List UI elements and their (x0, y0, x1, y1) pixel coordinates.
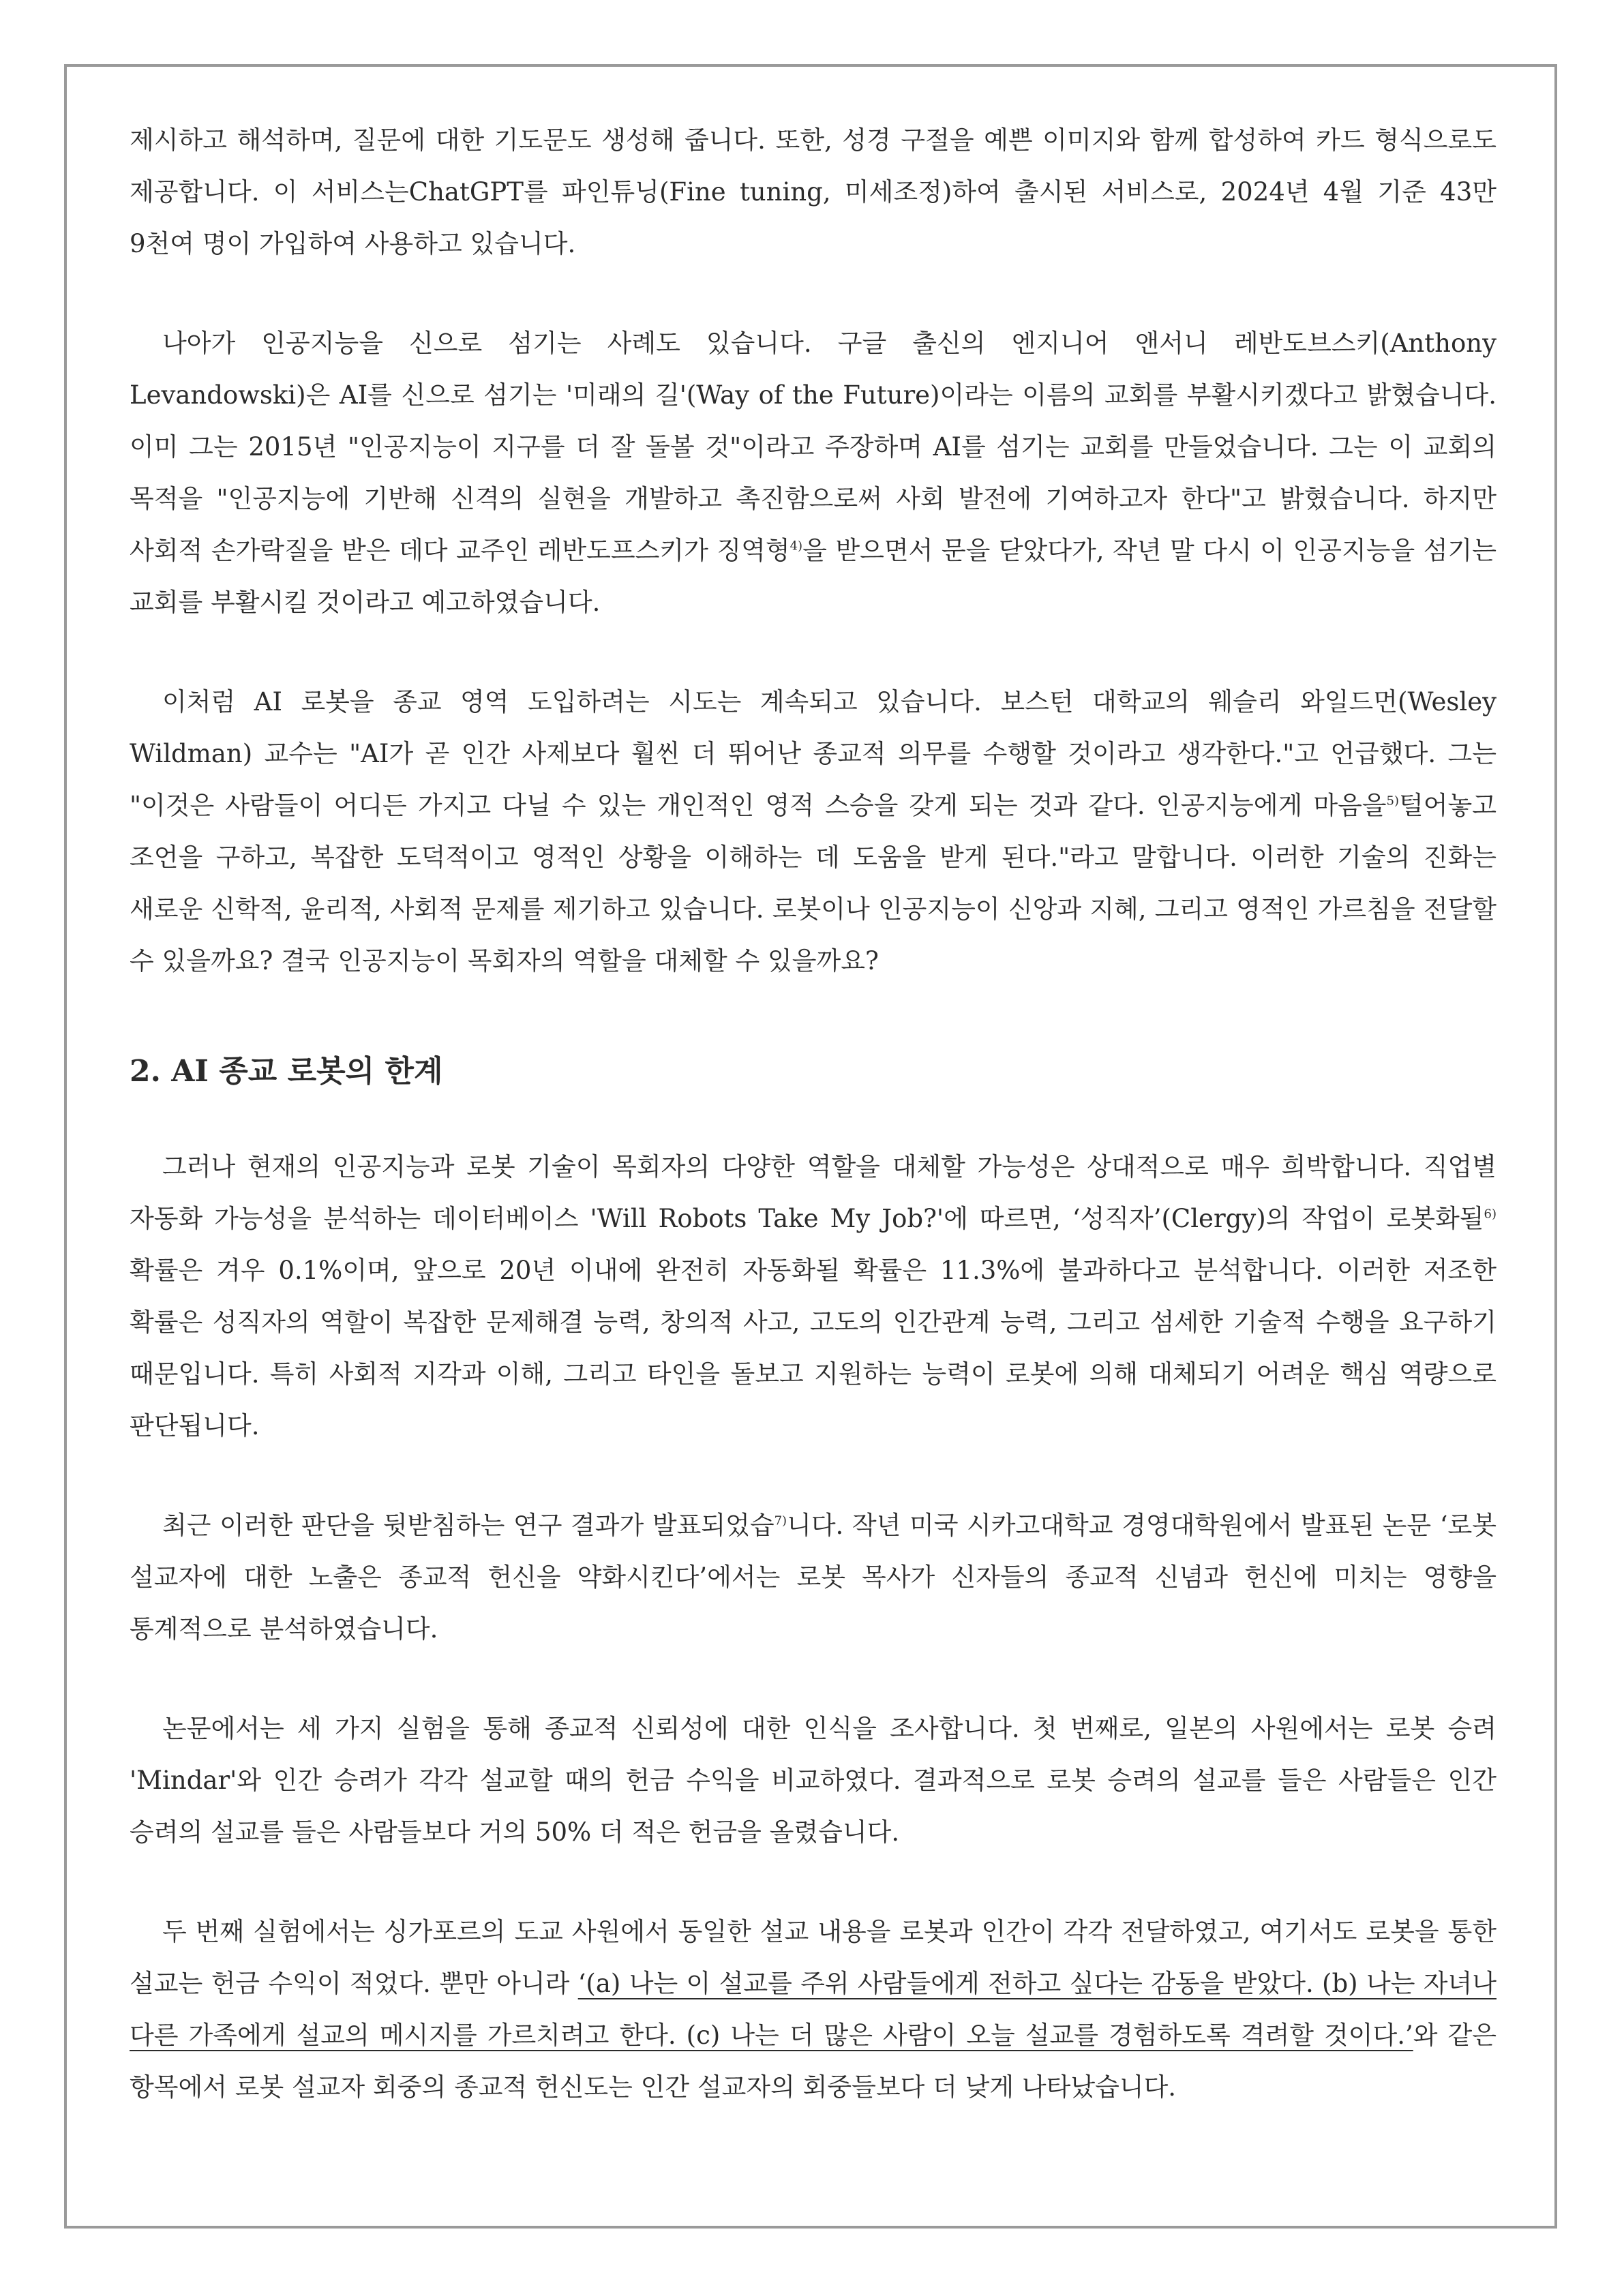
footnote-marker[interactable]: 7) (774, 1513, 787, 1528)
section-heading: 2. AI 종교 로봇의 한계 (130, 1054, 443, 1089)
footnote-marker[interactable]: 5) (1386, 794, 1400, 809)
paragraph-text: 두 번째 실험에서는 싱가포르의 도교 사원에서 동일한 설교 내용을 로봇과 인간이 각각 전달하였고, 여기서도 로봇을 통한 설교는 헌금 수익이 적었다. 뿐만 아니라 (130, 1917, 1497, 1998)
paragraph-ai-religion-attempts (130, 676, 1497, 987)
paragraph-chicago-study (130, 1500, 1497, 1655)
paragraph-experiment-two (130, 1906, 1497, 2113)
paragraph-text: 와 같은 항목에서 로봇 설교자 회중의 종교적 헌신도는 인간 설교자의 회중들보다 더 낮게 나타났습니다. (130, 2021, 1497, 2102)
paragraph-text: 을 받으면서 문을 닫았다가, 작년 말 다시 이 인공지능을 섬기는 교회를 부활시킬 것이라고 예고하였습니다. (130, 536, 1497, 617)
paragraph-bible-app-service (130, 115, 1497, 270)
paragraph-text: 논문에서는 세 가지 실험을 통해 종교적 신뢰성에 대한 인식을 조사합니다. 첫 번째로, 일본의 사원에서는 로봇 승려 'Mindar'와 인간 승려가 각각 설교할 때의 헌금 수익을 비교하였다. 결과적으로 로봇 승려의 설교를 들은 사람들은 인간 승려의 설교를 들은 사람들보다 거의 50% 더 적은 헌금을 올렸습니다. (130, 1714, 1497, 1847)
paragraph-ai-worship (130, 318, 1497, 629)
underlined-quote: ‘(a) 나는 이 설교를 주위 사람들에게 전하고 싶다는 감동을 받았다. (b) 나는 자녀나 다른 가족에게 설교의 메시지를 가르치려고 한다. (c) 나는 더 많은 사람이 오늘 설교를 경험하도록 격려할 것이다.’ (130, 1969, 1497, 2050)
paragraph-experiment-one (130, 1703, 1497, 1858)
document-body (130, 115, 1497, 2161)
footnote-marker[interactable]: 4) (790, 539, 803, 554)
paragraph-text: 이처럼 AI 로봇을 종교 영역 도입하려는 시도는 계속되고 있습니다. 보스턴 대학교의 웨슬리 와일드먼(Wesley Wildman) 교수는 "AI가 곧 인간 사제보다 훨씬 더 뛰어난 종교적 의무를 수행할 것이라고 생각한다."고 언급했다. 그는 "이것은 사람들이 어디든 가지고 다닐 수 있는 개인적인 영적 스승을 갖게 되는 것과 같다. 인공지능에게 마음을 (130, 687, 1497, 820)
paragraph-automation-probability (130, 1141, 1497, 1452)
paragraph-text: 최근 이러한 판단을 뒷받침하는 연구 결과가 발표되었습 (162, 1511, 775, 1540)
paragraph-text: 털어놓고 조언을 구하고, 복잡한 도덕적이고 영적인 상황을 이해하는 데 도움을 받게 된다."라고 말합니다. 이러한 기술의 진화는 새로운 신학적, 윤리적, 사회적 문제를 제기하고 있습니다. 로봇이나 인공지능이 신앙과 지혜, 그리고 영적인 가르침을 전달할 수 있을까요? 결국 인공지능이 목회자의 역할을 대체할 수 있을까요? (130, 791, 1497, 976)
paragraph-text: 나아가 인공지능을 신으로 섬기는 사례도 있습니다. 구글 출신의 엔지니어 앤서니 레반도브스키(Anthony Levandowski)은 AI를 신으로 섬기는 '미래의 길'(Way of the Future)이라는 이름의 교회를 부활시키겠다고 밝혔습니다. 이미 그는 2015년 "인공지능이 지구를 더 잘 돌볼 것"이라고 주장하며 AI를 섬기는 교회를 만들었습니다. 그는 이 교회의 목적을 "인공지능에 기반해 신격의 실현을 개발하고 촉진함으로써 사회 발전에 기여하고자 한다"고 밝혔습니다. 하지만 사회적 손가락질을 받은 데다 교주인 레반도프스키가 징역형 (130, 329, 1497, 565)
paragraph-text: 니다. 작년 미국 시카고대학교 경영대학원에서 발표된 논문 ‘로봇 설교자에 대한 노출은 종교적 헌신을 약화시킨다’에서는 로봇 목사가 신자들의 종교적 신념과 헌신에 미치는 영향을 통계적으로 분석하였습니다. (130, 1511, 1497, 1644)
footnote-marker[interactable]: 6) (1484, 1207, 1497, 1222)
paragraph-text: 확률은 겨우 0.1%이며, 앞으로 20년 이내에 완전히 자동화될 확률은 11.3%에 불과하다고 분석합니다. 이러한 저조한 확률은 성직자의 역할이 복잡한 문제해결 능력, 창의적 사고, 고도의 인간관계 능력, 그리고 섬세한 기술적 수행을 요구하기 때문입니다. 특히 사회적 지각과 이해, 그리고 타인을 돌보고 지원하는 능력이 로봇에 의해 대체되기 어려운 핵심 역량으로 판단됩니다. (130, 1256, 1497, 1440)
paragraph-text: 그러나 현재의 인공지능과 로봇 기술이 목회자의 다양한 역할을 대체할 가능성은 상대적으로 매우 희박합니다. 직업별 자동화 가능성을 분석하는 데이터베이스 'Will Robots Take My Job?'에 따르면, ‘성직자’(Clergy)의 작업이 로봇화될 (130, 1152, 1497, 1233)
paragraph-text: 제시하고 해석하며, 질문에 대한 기도문도 생성해 줍니다. 또한, 성경 구절을 예쁜 이미지와 함께 합성하여 카드 형식으로도 제공합니다. 이 서비스는ChatGPT를 파인튜닝(Fine tuning, 미세조정)하여 출시된 서비스로, 2024년 4월 기준 43만 9천여 명이 가입하여 사용하고 있습니다. (130, 125, 1497, 258)
